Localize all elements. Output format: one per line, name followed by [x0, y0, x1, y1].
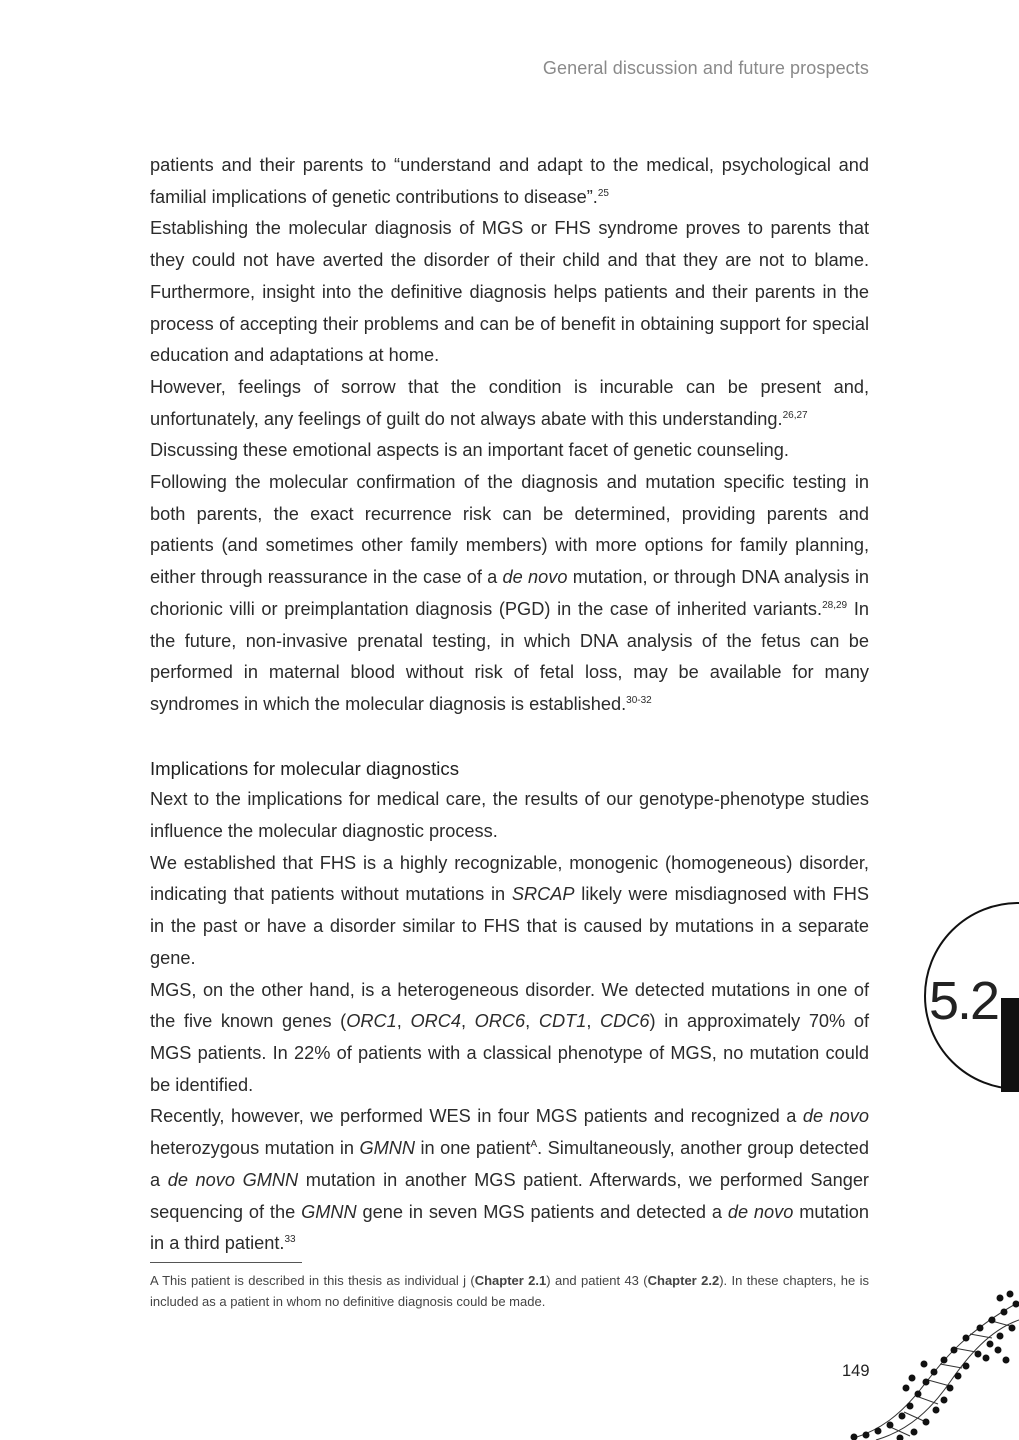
citation: 33 [284, 1234, 296, 1246]
paragraph: We established that FHS is a highly recognizable, monogenic (homogeneous) disorder, indicating that patients without mutations in SRCAP likely were misdiagnosed with FHS in the past or have a disorder similar to FHS that is caused by mutations in a separate gene. [150, 852, 869, 968]
paragraph: Establishing the molecular diagnosis of MGS or FHS syndrome proves to parents that they could not have averted the disorder of their child and that they are not to blame. Furthermore, insight into the definitive diagnosis helps patients and their parents in the process of accepting their problems and can be of benefit in obtaining support for special education and adaptations at home. [150, 218, 869, 366]
citation: 28,29 [822, 599, 848, 611]
footnote-marker-label: A [150, 1273, 158, 1288]
chapter-tab [920, 900, 1019, 1100]
chapter-bar [1001, 998, 1019, 1092]
paragraph: MGS, on the other hand, is a heterogeneous disorder. We detected mutations in one of the five known genes (ORC1, ORC4, ORC6, CDT1, CDC6) in approximately 70% of MGS patients. In 22% of patients with a classical phenotype of MGS, no mutation could be identified. [150, 979, 870, 1095]
citation: 26,27 [782, 409, 808, 421]
citation: 30-32 [626, 694, 652, 706]
chapter-number: 5.2 [929, 971, 999, 1031]
page-number: 149 [842, 1362, 870, 1380]
running-header: General discussion and future prospects [542, 58, 869, 78]
body-text [150, 150, 869, 1260]
citation: 25 [597, 187, 609, 199]
paragraph: However, feelings of sorrow that the condition is incurable can be present and, unfortunately, any feelings of guilt do not always abate with this understanding.$^{26,27}$ [150, 376, 869, 429]
paragraph: patients and their parents to “understand and adapt to the medical, psychological and familial implications of genetic contributions to disease”.$^{25}$ [150, 155, 869, 207]
footnote-divider [150, 1262, 302, 1263]
paragraph: Following the molecular confirmation of the diagnosis and mutation specific testing in both parents, the exact recurrence risk can be determined, providing parents and patients (and sometimes other family members) with more options for family planning, either through reassurance in the case of a de novo mutation, or through DNA analysis in chorionic villi or preimplantation diagnosis (PGD) in the case of inherited variants.$^{28,29}$ In the future, non-invasive prenatal testing, in which DNA analysis of the fetus can be performed in maternal blood without risk of fetal loss, may be available for many syndromes in which the molecular diagnosis is established.$^{30-32}$ [150, 472, 869, 714]
dna-helix-icon [840, 1290, 1019, 1440]
section-heading: Implications for molecular diagnostics [150, 757, 459, 779]
paragraph: Recently, however, we performed WES in four MGS patients and recognized a de novo heterozygous mutation in GMNN in one patient$^A$. Simultaneously, another group detected a de novo GMNN mutation in another MGS patient. Afterwards, we performed Sanger sequencing of the GMNN gene in seven MGS patients and detected a de novo mutation in a third patient.$^{33}$ [150, 1106, 869, 1254]
paragraph: Next to the implications for medical care, the results of our genotype-phenotype studies influence the molecular diagnostic process. [150, 789, 869, 842]
footnote-marker[interactable]: A [530, 1139, 538, 1151]
paragraph: Discussing these emotional aspects is an important facet of genetic counseling. [150, 440, 789, 461]
footnote: A This patient is described in this thesis as individual j (Chapter 2.1) and patient 43 (Chapter 2.2). In these chapters, he is included as a patient in whom no definitive diagnosis could be made. [150, 1273, 869, 1309]
